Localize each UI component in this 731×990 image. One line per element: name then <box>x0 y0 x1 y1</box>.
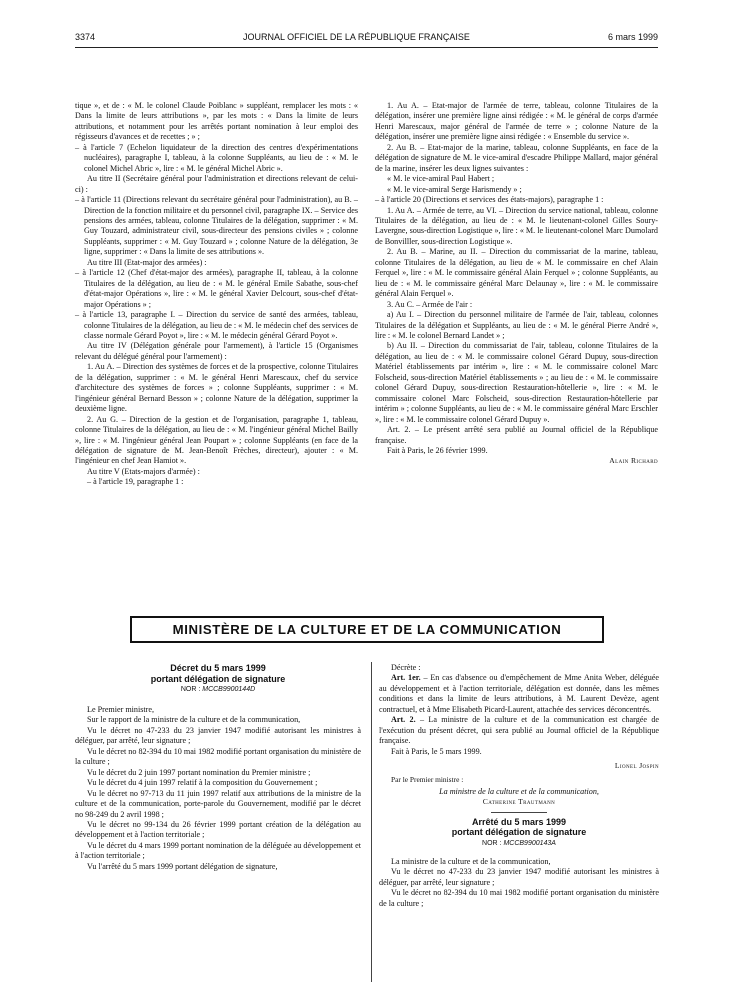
signature: Alain Richard <box>609 456 658 466</box>
article-label: Art. 2. <box>391 715 416 725</box>
paragraph: « M. le vice-amiral Paul Habert ; <box>387 174 495 184</box>
decree-right-column <box>379 663 659 909</box>
paragraph: – à l'article 13, paragraphe I. – Direction du service de santé des armées, tableau, colonne Titulaires de la délégation, au lieu de : « M. le médecin chef des services de classe normale Gérard Poyot », lire : « M. le médecin général Gérard Poyot ». <box>75 310 358 340</box>
paragraph: – à l'article 20 (Directions et services des états-majors), paragraphe 1 : <box>375 195 604 205</box>
article-2 <box>379 715 659 746</box>
ministry-banner: MINISTÈRE DE LA CULTURE ET DE LA COMMUNICATION <box>130 616 604 643</box>
arrete-title: Arrêté du 5 mars 1999 <box>471 816 567 827</box>
page-number: 3374 <box>75 32 96 42</box>
paragraph: Vu le décret du 4 mars 1999 portant nomination de la déléguée au développement et à l'action territoriale ; <box>75 840 361 861</box>
decree-subtitle: portant délégation de signature <box>150 673 286 684</box>
paragraph: – à l'article 19, paragraphe 1 : <box>87 477 184 487</box>
paragraph: Le Premier ministre, <box>87 705 155 714</box>
paragraph: Vu le décret no 82-394 du 10 mai 1982 modifié portant organisation du ministère de la culture ; <box>75 746 361 767</box>
paragraph: Art. 2. – Le présent arrêté sera publié au Journal officiel de la République française. <box>375 425 658 445</box>
paragraph: Vu l'arrêté du 5 mars 1999 portant délégation de signature, <box>87 861 278 871</box>
paragraph: Fait à Paris, le 5 mars 1999. <box>391 746 482 756</box>
decrete: Décrète : <box>391 663 421 672</box>
paragraph: tique », et de : « M. le colonel Claude Poiblanc » suppléant, remplacer les mots : « Dans la limite de leurs attributions », par les mots : « Dans la limite de leurs attributions, et notamment pour les arrêtés portant nomination à leur emploi des régisseurs d'avances et de recettes ; » ; <box>75 101 358 142</box>
paragraph: 2. Au G. – Direction de la gestion et de l'organisation, paragraphe 1, tableau, colonne Titulaires de la délégation, au lieu de : « M. l'ingénieur général Michel Bailly », lire : « M. l'ingénieur général Jean Poupart » ; colonne Suppléants (en face de la délégation de signature de M. Jean-Benoît Frèches, directeur), ajouter : « M. l'ingénieur en chef Jean Hamiot ». <box>75 414 358 466</box>
nor-value: MCCB9900143A <box>503 839 556 847</box>
paragraph: a) Au I. – Direction du personnel militaire de l'armée de l'air, tableau, colonnes Titulaires de la délégation et Suppléants, au lieu de : « M. le général Pierre André », lire : « M. le colonel Bernard Landet » ; <box>375 310 658 340</box>
paragraph: Vu le décret no 97-713 du 11 juin 1997 relatif aux attributions de la ministre de la culture et de la communication, porte-parole du Gouvernement, modifié par le décret no 98-249 du 2 avril 1998 ; <box>75 788 361 819</box>
paragraph: Vu le décret du 4 juin 1997 relatif à la composition du Gouvernement ; <box>87 778 318 788</box>
signature: Catherine Trautmann <box>482 797 556 807</box>
paragraph: Au titre IV (Délégation générale pour l'armement), à l'article 15 (Organismes relevant du délégué général pour l'armement) : <box>75 341 358 361</box>
paragraph: Au titre II (Secrétaire général pour l'administration et directions relevant de celui-ci) : <box>75 174 358 194</box>
signature: Lionel Jospin <box>614 761 659 771</box>
header-rule <box>75 47 658 48</box>
nor-label: NOR : <box>180 686 201 693</box>
nor-label: NOR : <box>482 839 502 847</box>
issue-date: 6 mars 1999 <box>607 32 658 42</box>
decree-column <box>75 663 361 872</box>
nor-reference <box>75 684 361 696</box>
paragraph: Par le Premier ministre : <box>391 774 464 784</box>
paragraph: Fait à Paris, le 26 février 1999. <box>387 445 488 455</box>
paragraph: 2. Au B. – Etat-major de la marine, tableau, colonne Suppléants, en face de la délégation de signature de M. le vice-amiral d'escadre Philippe Mallard, major général de la marine, insérer les deux lignes suivantes : <box>375 142 658 173</box>
article-1 <box>379 673 659 715</box>
paragraph: 2. Au B. – Marine, au II. – Direction du commissariat de la marine, tableau, colonne Titulaires de la délégation, au lieu de « M. le commissaire en chef Alain Ferquel », lire : « M. le commissaire général Alain Ferquel » ; colonne Suppléants, au lieu de : « M. le commissaire général Marc Delaunay », lire : « M. le commissaire général Alain Ferquel ». <box>375 247 658 299</box>
minister-role: La ministre de la culture et de la communication, <box>439 786 599 796</box>
paragraph: Vu le décret du 2 juin 1997 portant nomination du Premier ministre ; <box>87 767 311 777</box>
arrete-subtitle: portant délégation de signature <box>451 827 587 838</box>
paragraph: Sur le rapport de la ministre de la culture et de la communication, <box>87 715 301 725</box>
paragraph: Au titre III (Etat-major des armées) : <box>87 257 207 267</box>
paragraph: Au titre V (Etats-majors d'armée) : <box>87 466 200 476</box>
top-right-column <box>375 101 658 467</box>
decree-title: Décret du 5 mars 1999 <box>170 663 266 673</box>
article-text: – En cas d'absence ou d'empêchement de Mme Anita Weber, déléguée au développement et à l'action territoriale, délégation est donnée, dans les mêmes conditions et dans la limite de leurs attributions, à M. Laurent Devèze, agent contractuel, et à Mme Elisabeth Picard-Laurent, attachée des services déconcentrés. <box>379 673 659 714</box>
paragraph: – à l'article 11 (Directions relevant du secrétaire général pour l'administration), au B. – Direction de la fonction militaire et du personnel civil, paragraphe IX. – Service des pensions des armées, tableau, colonne Titulaires de la délégation, supprimer : « M. Guy Touzard, administrateur civil, sous-directeur des pensions civiles » ; colonne Suppléants, supprimer : « M. Guy Touzard » ; colonne Nature de la délégation, 3e ligne, supprimer : « Dans la limite de ses attributions ». <box>75 195 358 257</box>
article-label: Art. 1er. <box>391 673 421 683</box>
paragraph: Vu le décret no 47-233 du 23 janvier 1947 modifié autorisant les ministres à déléguer, par arrêté, leur signature ; <box>75 725 361 746</box>
paragraph: La ministre de la culture et de la communication, <box>391 856 551 866</box>
paragraph: Vu le décret no 47-233 du 23 janvier 1947 modifié autorisant les ministres à déléguer, par arrêté, leur signature ; <box>379 867 659 887</box>
paragraph: Vu le décret no 99-134 du 26 février 1999 portant création de la délégation au développement et à l'action territoriale ; <box>75 819 361 840</box>
separator-rule <box>491 812 547 813</box>
paragraph: 3. Au C. – Armée de l'air : <box>387 299 473 309</box>
top-left-column <box>75 101 358 488</box>
article-text: – La ministre de la culture et de la communication est chargée de l'exécution du présent décret, qui sera publié au Journal officiel de la République française. <box>379 715 659 746</box>
nor-value: MCCB9900144D <box>202 686 256 693</box>
paragraph: – à l'article 7 (Echelon liquidateur de la direction des centres d'expérimentations nucléaires), paragraphe I, tableau, à la colonne Suppléants, au lieu de : « M. le colonel Michel Abric », lire : « M. le général Michel Abric ». <box>75 142 358 173</box>
paragraph: – à l'article 12 (Chef d'état-major des armées), paragraphe II, tableau, à la colonne Titulaires de la délégation, au lieu de : « M. le général Emile Sabathe, sous-chef d'état-major Opérations », lire : « M. le général Xavier Delcourt, sous-chef d'état-major Opérations » ; <box>75 268 358 309</box>
paragraph: « M. le vice-amiral Serge Harismendy » ; <box>387 184 522 194</box>
paragraph: 1. Au A. – Armée de terre, au VI. – Direction du service national, tableau, colonne Titulaires de la délégation, au lieu de : « M. le lieutenant-colonel Gilles Soury-Lavergne, sous-direction Logistique », lire : « M. le lieutenant-colonel Marc Dumolard de Bonvilller, sous-direction Logistique ». <box>375 205 658 246</box>
paragraph: 1. Au A. – Direction des systèmes de forces et de la prospective, colonne Titulaires de la délégation, supprimer : « M. le général Henri Marescaux, chef du service d'architecture des systèmes de forces » ; colonne Suppléants, supprimer : « M. l'ingénieur général Bernard Besson » ; colonne Nature de la délégation, supprimer la deuxième ligne. <box>75 362 358 414</box>
paragraph: Vu le décret no 82-394 du 10 mai 1982 modifié portant organisation du ministère de la culture ; <box>379 888 659 908</box>
journal-title: JOURNAL OFFICIEL DE LA RÉPUBLIQUE FRANÇAISE <box>243 32 470 42</box>
column-divider <box>371 662 372 982</box>
nor-reference <box>379 838 659 850</box>
paragraph: 1. Au A. – Etat-major de l'armée de terre, tableau, colonne Titulaires de la délégation, insérer une première ligne ainsi rédigée : « M. le général de corps d'armée Henri Marescaux, major général de l'armée de terre » ; colonne Nature de la délégation, insérer une première ligne ainsi rédigée : « Ensemble du service ». <box>375 101 658 142</box>
running-header <box>75 32 658 46</box>
paragraph: b) Au II. – Direction du commissariat de l'air, tableau, colonne Titulaires de la délégation, au lieu de : « M. le commissaire colonel Gérard Dupuy, sous-direction Matériel établissements par intérim », lire : « M. le commissaire colonel Marc Folscheid, sous-direction Matériel établissements » ; au lieu de : « M. le commissaire colonel Gérard Dupuy, sous-direction Restauration-hôtellerie », lire : « M. le commissaire colonel Marc Folscheid, sous-direction Restauration-hôtellerie par intérim » ; colonne Suppléants, au lieu de : « M. le commissaire général Marc Erschler », lire : « M. le commissaire colonel Gérard Dupuy ». <box>375 341 658 424</box>
